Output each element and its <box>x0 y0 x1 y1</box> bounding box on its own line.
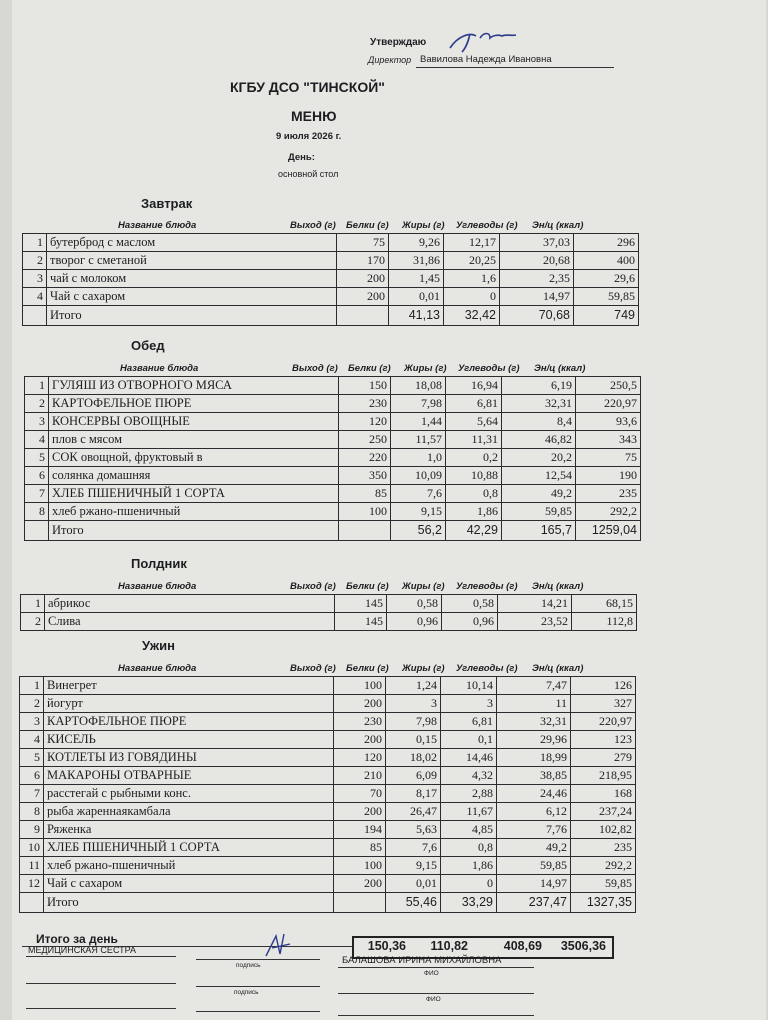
total-empty-cell <box>25 521 49 541</box>
table-row <box>25 485 641 503</box>
day-total-protein: 150,36 <box>367 939 406 953</box>
column-header-name: Название блюда <box>118 220 197 231</box>
director-signature-icon <box>440 28 520 54</box>
dish-name-cell: плов с мясом <box>49 431 339 449</box>
energy-cell: 220,97 <box>576 395 641 413</box>
total-output-cell <box>339 521 391 541</box>
dish-name-cell: йогурт <box>44 695 334 713</box>
table-row <box>23 252 639 270</box>
dish-name-cell: КОНСЕРВЫ ОВОЩНЫЕ <box>49 413 339 431</box>
dish-name-cell: ХЛЕБ ПШЕНИЧНЫЙ 1 СОРТА <box>49 485 339 503</box>
protein-cell: 10,09 <box>391 467 446 485</box>
output-grams-cell: 145 <box>335 595 387 613</box>
row-number-cell: 7 <box>25 485 49 503</box>
breakfast-table <box>22 233 639 326</box>
row-number-cell: 3 <box>20 713 44 731</box>
column-header-output: Выход (г) <box>290 581 336 592</box>
column-header-protein: Белки (г) <box>346 581 389 592</box>
section-title-snack: Полдник <box>131 556 187 571</box>
protein-cell: 7,6 <box>386 839 441 857</box>
output-grams-cell: 120 <box>334 749 386 767</box>
total-empty-cell <box>20 893 44 913</box>
column-header-fat: Жиры (г) <box>404 363 447 374</box>
energy-cell: 279 <box>571 749 636 767</box>
output-grams-cell: 75 <box>337 234 389 252</box>
energy-cell: 292,2 <box>576 503 641 521</box>
menu-title: МЕНЮ <box>291 108 337 124</box>
fat-cell: 0,58 <box>442 595 498 613</box>
carbs-cell: 49,2 <box>497 839 571 857</box>
protein-cell: 1,24 <box>386 677 441 695</box>
dinner-table <box>19 676 636 913</box>
table-row <box>23 234 639 252</box>
protein-cell: 0,15 <box>386 731 441 749</box>
carbs-cell: 46,82 <box>502 431 576 449</box>
fio-line-3 <box>338 1015 534 1016</box>
carbs-cell: 14,97 <box>500 288 574 306</box>
carbs-cell: 23,52 <box>498 613 572 631</box>
protein-cell: 1,44 <box>391 413 446 431</box>
table-type: основной стол <box>278 169 339 179</box>
table-row <box>20 713 636 731</box>
fio-line-2 <box>338 993 534 994</box>
energy-cell: 296 <box>574 234 639 252</box>
fat-cell: 4,85 <box>441 821 497 839</box>
protein-cell: 0,01 <box>389 288 444 306</box>
row-number-cell: 8 <box>25 503 49 521</box>
row-number-cell: 2 <box>23 252 47 270</box>
row-number-cell: 8 <box>20 803 44 821</box>
output-grams-cell: 200 <box>337 270 389 288</box>
nurse-name: БАЛАШОВА ИРИНА МИХАЙЛОВНА <box>342 955 502 966</box>
energy-cell: 235 <box>576 485 641 503</box>
output-grams-cell: 150 <box>339 377 391 395</box>
protein-cell: 7,98 <box>386 713 441 731</box>
total-protein: 55,46 <box>386 893 441 913</box>
carbs-cell: 18,99 <box>497 749 571 767</box>
protein-cell: 7,6 <box>391 485 446 503</box>
column-header-protein: Белки (г) <box>346 663 389 674</box>
total-empty-cell <box>23 306 47 326</box>
total-protein: 41,13 <box>389 306 444 326</box>
fat-cell: 4,32 <box>441 767 497 785</box>
dish-name-cell: Чай с сахаром <box>44 875 334 893</box>
output-grams-cell: 200 <box>337 288 389 306</box>
output-grams-cell: 350 <box>339 467 391 485</box>
total-row <box>25 521 641 541</box>
column-header-carbs: Углеводы (г) <box>456 220 518 231</box>
total-label: Итого <box>44 893 334 913</box>
carbs-cell: 12,54 <box>502 467 576 485</box>
row-number-cell: 10 <box>20 839 44 857</box>
fat-cell: 0 <box>444 288 500 306</box>
table-row <box>20 857 636 875</box>
day-total-energy: 3506,36 <box>560 939 606 953</box>
column-header-fat: Жиры (г) <box>402 663 445 674</box>
dish-name-cell: Винегрет <box>44 677 334 695</box>
energy-cell: 168 <box>571 785 636 803</box>
carbs-cell: 38,85 <box>497 767 571 785</box>
table-row <box>20 749 636 767</box>
energy-cell: 102,82 <box>571 821 636 839</box>
energy-cell: 93,6 <box>576 413 641 431</box>
output-grams-cell: 70 <box>334 785 386 803</box>
protein-cell: 18,02 <box>386 749 441 767</box>
row-number-cell: 1 <box>23 234 47 252</box>
carbs-cell: 6,19 <box>502 377 576 395</box>
output-grams-cell: 85 <box>339 485 391 503</box>
dish-name-cell: КАРТОФЕЛЬНОЕ ПЮРЕ <box>44 713 334 731</box>
energy-cell: 327 <box>571 695 636 713</box>
column-header-fat: Жиры (г) <box>402 581 445 592</box>
energy-cell: 235 <box>571 839 636 857</box>
table-row <box>25 503 641 521</box>
nurse-label: МЕДИЦИНСКАЯ СЕСТРА <box>28 945 137 955</box>
carbs-cell: 14,21 <box>498 595 572 613</box>
column-header-fat: Жиры (г) <box>402 220 445 231</box>
dish-name-cell: расстегай с рыбными конс. <box>44 785 334 803</box>
protein-cell: 9,15 <box>391 503 446 521</box>
footer-line-3 <box>26 1008 176 1009</box>
energy-cell: 190 <box>576 467 641 485</box>
row-number-cell: 4 <box>20 731 44 749</box>
total-output-cell <box>337 306 389 326</box>
nurse-line <box>26 956 176 957</box>
total-energy: 1259,04 <box>576 521 641 541</box>
energy-cell: 220,97 <box>571 713 636 731</box>
protein-cell: 9,26 <box>389 234 444 252</box>
carbs-cell: 14,97 <box>497 875 571 893</box>
carbs-cell: 20,68 <box>500 252 574 270</box>
total-carbs: 165,7 <box>502 521 576 541</box>
dish-name-cell: чай с молоком <box>47 270 337 288</box>
protein-cell: 0,96 <box>387 613 442 631</box>
row-number-cell: 1 <box>25 377 49 395</box>
total-row <box>23 306 639 326</box>
protein-cell: 8,17 <box>386 785 441 803</box>
table-row <box>20 785 636 803</box>
column-header-protein: Белки (г) <box>348 363 391 374</box>
dish-name-cell: хлеб ржано-пшеничный <box>49 503 339 521</box>
row-number-cell: 2 <box>25 395 49 413</box>
protein-cell: 1,0 <box>391 449 446 467</box>
menu-date: 9 июля 2026 г. <box>276 131 342 142</box>
fat-cell: 1,86 <box>441 857 497 875</box>
row-number-cell: 1 <box>21 595 45 613</box>
fio-caption-1: ФИО <box>424 970 439 977</box>
carbs-cell: 24,46 <box>497 785 571 803</box>
fat-cell: 10,14 <box>441 677 497 695</box>
output-grams-cell: 200 <box>334 803 386 821</box>
output-grams-cell: 100 <box>334 677 386 695</box>
dish-name-cell: КИСЕЛЬ <box>44 731 334 749</box>
carbs-cell: 29,96 <box>497 731 571 749</box>
energy-cell: 59,85 <box>571 875 636 893</box>
column-header-energy: Эн/ц (ккал) <box>534 363 586 374</box>
table-row <box>20 803 636 821</box>
total-fat: 33,29 <box>441 893 497 913</box>
carbs-cell: 2,35 <box>500 270 574 288</box>
row-number-cell: 5 <box>20 749 44 767</box>
fat-cell: 0,8 <box>441 839 497 857</box>
protein-cell: 26,47 <box>386 803 441 821</box>
fat-cell: 6,81 <box>446 395 502 413</box>
carbs-cell: 11 <box>497 695 571 713</box>
table-row <box>20 695 636 713</box>
fat-cell: 11,31 <box>446 431 502 449</box>
output-grams-cell: 194 <box>334 821 386 839</box>
protein-cell: 31,86 <box>389 252 444 270</box>
table-row <box>21 595 637 613</box>
protein-cell: 0,58 <box>387 595 442 613</box>
output-grams-cell: 220 <box>339 449 391 467</box>
table-row <box>20 767 636 785</box>
row-number-cell: 11 <box>20 857 44 875</box>
column-header-protein: Белки (г) <box>346 220 389 231</box>
day-total-label: Итого за день <box>36 932 118 946</box>
column-header-carbs: Углеводы (г) <box>456 663 518 674</box>
carbs-cell: 32,31 <box>497 713 571 731</box>
energy-cell: 68,15 <box>572 595 637 613</box>
column-header-carbs: Углеводы (г) <box>456 581 518 592</box>
column-header-output: Выход (г) <box>292 363 338 374</box>
dish-name-cell: СОК овощной, фруктовый в <box>49 449 339 467</box>
column-header-name: Название блюда <box>118 663 197 674</box>
dish-name-cell: абрикос <box>45 595 335 613</box>
dish-name-cell: бутерброд с маслом <box>47 234 337 252</box>
table-row <box>25 449 641 467</box>
dish-name-cell: КОТЛЕТЫ ИЗ ГОВЯДИНЫ <box>44 749 334 767</box>
fat-cell: 5,64 <box>446 413 502 431</box>
signature-caption-2: подпись <box>234 989 259 996</box>
total-row <box>20 893 636 913</box>
fat-cell: 2,88 <box>441 785 497 803</box>
dish-name-cell: солянка домашняя <box>49 467 339 485</box>
column-header-name: Название блюда <box>118 581 197 592</box>
fat-cell: 0,2 <box>446 449 502 467</box>
total-carbs: 70,68 <box>500 306 574 326</box>
output-grams-cell: 210 <box>334 767 386 785</box>
output-grams-cell: 85 <box>334 839 386 857</box>
signature-line-2 <box>196 986 320 987</box>
energy-cell: 59,85 <box>574 288 639 306</box>
energy-cell: 250,5 <box>576 377 641 395</box>
energy-cell: 126 <box>571 677 636 695</box>
total-fat: 42,29 <box>446 521 502 541</box>
row-number-cell: 3 <box>25 413 49 431</box>
lunch-table <box>24 376 641 541</box>
carbs-cell: 49,2 <box>502 485 576 503</box>
fat-cell: 0,96 <box>442 613 498 631</box>
carbs-cell: 7,76 <box>497 821 571 839</box>
table-row <box>20 839 636 857</box>
column-header-carbs: Углеводы (г) <box>458 363 520 374</box>
energy-cell: 343 <box>576 431 641 449</box>
table-row <box>20 821 636 839</box>
total-energy: 749 <box>574 306 639 326</box>
row-number-cell: 4 <box>23 288 47 306</box>
protein-cell: 9,15 <box>386 857 441 875</box>
output-grams-cell: 145 <box>335 613 387 631</box>
protein-cell: 7,98 <box>391 395 446 413</box>
column-header-output: Выход (г) <box>290 220 336 231</box>
row-number-cell: 2 <box>21 613 45 631</box>
table-row <box>23 270 639 288</box>
protein-cell: 5,63 <box>386 821 441 839</box>
energy-cell: 400 <box>574 252 639 270</box>
table-row <box>25 377 641 395</box>
fat-cell: 0,8 <box>446 485 502 503</box>
column-header-output: Выход (г) <box>290 663 336 674</box>
organization-title: КГБУ ДСО "ТИНСКОЙ" <box>230 79 385 95</box>
output-grams-cell: 200 <box>334 875 386 893</box>
signature-line-1 <box>196 959 320 960</box>
table-row <box>20 875 636 893</box>
day-total-carbs: 408,69 <box>503 939 542 953</box>
protein-cell: 6,09 <box>386 767 441 785</box>
dish-name-cell: МАКАРОНЫ ОТВАРНЫЕ <box>44 767 334 785</box>
section-title-lunch: Обед <box>131 338 165 353</box>
dish-name-cell: ГУЛЯШ ИЗ ОТВОРНОГО МЯСА <box>49 377 339 395</box>
table-row <box>21 613 637 631</box>
fat-cell: 11,67 <box>441 803 497 821</box>
protein-cell: 18,08 <box>391 377 446 395</box>
fat-cell: 0 <box>441 875 497 893</box>
row-number-cell: 2 <box>20 695 44 713</box>
fat-cell: 0,1 <box>441 731 497 749</box>
energy-cell: 292,2 <box>571 857 636 875</box>
fio-caption-2: ФИО <box>426 996 441 1003</box>
total-output-cell <box>334 893 386 913</box>
signature-line-3 <box>196 1011 320 1012</box>
approve-label: Утверждаю <box>370 37 427 48</box>
total-fat: 32,42 <box>444 306 500 326</box>
carbs-cell: 37,03 <box>500 234 574 252</box>
table-row <box>20 677 636 695</box>
director-name: Вавилова Надежда Ивановна <box>420 54 552 65</box>
signature-caption-1: подпись <box>236 962 261 969</box>
output-grams-cell: 200 <box>334 731 386 749</box>
carbs-cell: 59,85 <box>502 503 576 521</box>
row-number-cell: 4 <box>25 431 49 449</box>
output-grams-cell: 120 <box>339 413 391 431</box>
dish-name-cell: рыба жареннаякамбала <box>44 803 334 821</box>
day-label: День: <box>288 152 315 163</box>
energy-cell: 218,95 <box>571 767 636 785</box>
section-title-breakfast: Завтрак <box>141 196 193 211</box>
output-grams-cell: 170 <box>337 252 389 270</box>
fat-cell: 1,86 <box>446 503 502 521</box>
carbs-cell: 7,47 <box>497 677 571 695</box>
carbs-cell: 6,12 <box>497 803 571 821</box>
day-total-fat: 110,82 <box>430 939 468 953</box>
row-number-cell: 1 <box>20 677 44 695</box>
output-grams-cell: 230 <box>339 395 391 413</box>
row-number-cell: 5 <box>25 449 49 467</box>
row-number-cell: 12 <box>20 875 44 893</box>
energy-cell: 29,6 <box>574 270 639 288</box>
energy-cell: 112,8 <box>572 613 637 631</box>
fat-cell: 12,17 <box>444 234 500 252</box>
dish-name-cell: Чай с сахаром <box>47 288 337 306</box>
dish-name-cell: творог с сметаной <box>47 252 337 270</box>
row-number-cell: 6 <box>20 767 44 785</box>
output-grams-cell: 100 <box>334 857 386 875</box>
dish-name-cell: Ряженка <box>44 821 334 839</box>
protein-cell: 11,57 <box>391 431 446 449</box>
output-grams-cell: 200 <box>334 695 386 713</box>
column-header-energy: Эн/ц (ккал) <box>532 581 584 592</box>
row-number-cell: 7 <box>20 785 44 803</box>
column-header-name: Название блюда <box>120 363 199 374</box>
dish-name-cell: Слива <box>45 613 335 631</box>
fat-cell: 3 <box>441 695 497 713</box>
fat-cell: 14,46 <box>441 749 497 767</box>
column-header-energy: Эн/ц (ккал) <box>532 220 584 231</box>
section-title-dinner: Ужин <box>142 638 175 653</box>
footer-line-2 <box>26 983 176 984</box>
table-row <box>25 395 641 413</box>
protein-cell: 0,01 <box>386 875 441 893</box>
row-number-cell: 6 <box>25 467 49 485</box>
table-row <box>23 288 639 306</box>
fat-cell: 10,88 <box>446 467 502 485</box>
carbs-cell: 8,4 <box>502 413 576 431</box>
row-number-cell: 9 <box>20 821 44 839</box>
output-grams-cell: 100 <box>339 503 391 521</box>
nurse-name-line <box>338 967 534 968</box>
snack-table <box>20 594 637 631</box>
total-label: Итого <box>49 521 339 541</box>
carbs-cell: 59,85 <box>497 857 571 875</box>
fat-cell: 6,81 <box>441 713 497 731</box>
energy-cell: 75 <box>576 449 641 467</box>
table-row <box>20 731 636 749</box>
dish-name-cell: КАРТОФЕЛЬНОЕ ПЮРЕ <box>49 395 339 413</box>
total-protein: 56,2 <box>391 521 446 541</box>
row-number-cell: 3 <box>23 270 47 288</box>
table-row <box>25 413 641 431</box>
dish-name-cell: хлеб ржано-пшеничный <box>44 857 334 875</box>
protein-cell: 3 <box>386 695 441 713</box>
energy-cell: 123 <box>571 731 636 749</box>
dish-name-cell: ХЛЕБ ПШЕНИЧНЫЙ 1 СОРТА <box>44 839 334 857</box>
output-grams-cell: 250 <box>339 431 391 449</box>
energy-cell: 237,24 <box>571 803 636 821</box>
carbs-cell: 32,31 <box>502 395 576 413</box>
nurse-signature-icon <box>262 930 302 960</box>
total-energy: 1327,35 <box>571 893 636 913</box>
fat-cell: 1,6 <box>444 270 500 288</box>
director-name-underline <box>416 67 614 68</box>
table-row <box>25 467 641 485</box>
protein-cell: 1,45 <box>389 270 444 288</box>
output-grams-cell: 230 <box>334 713 386 731</box>
column-header-energy: Эн/ц (ккал) <box>532 663 584 674</box>
table-row <box>25 431 641 449</box>
total-label: Итого <box>47 306 337 326</box>
fat-cell: 20,25 <box>444 252 500 270</box>
total-carbs: 237,47 <box>497 893 571 913</box>
fat-cell: 16,94 <box>446 377 502 395</box>
director-role: Директор <box>368 55 412 65</box>
carbs-cell: 20,2 <box>502 449 576 467</box>
